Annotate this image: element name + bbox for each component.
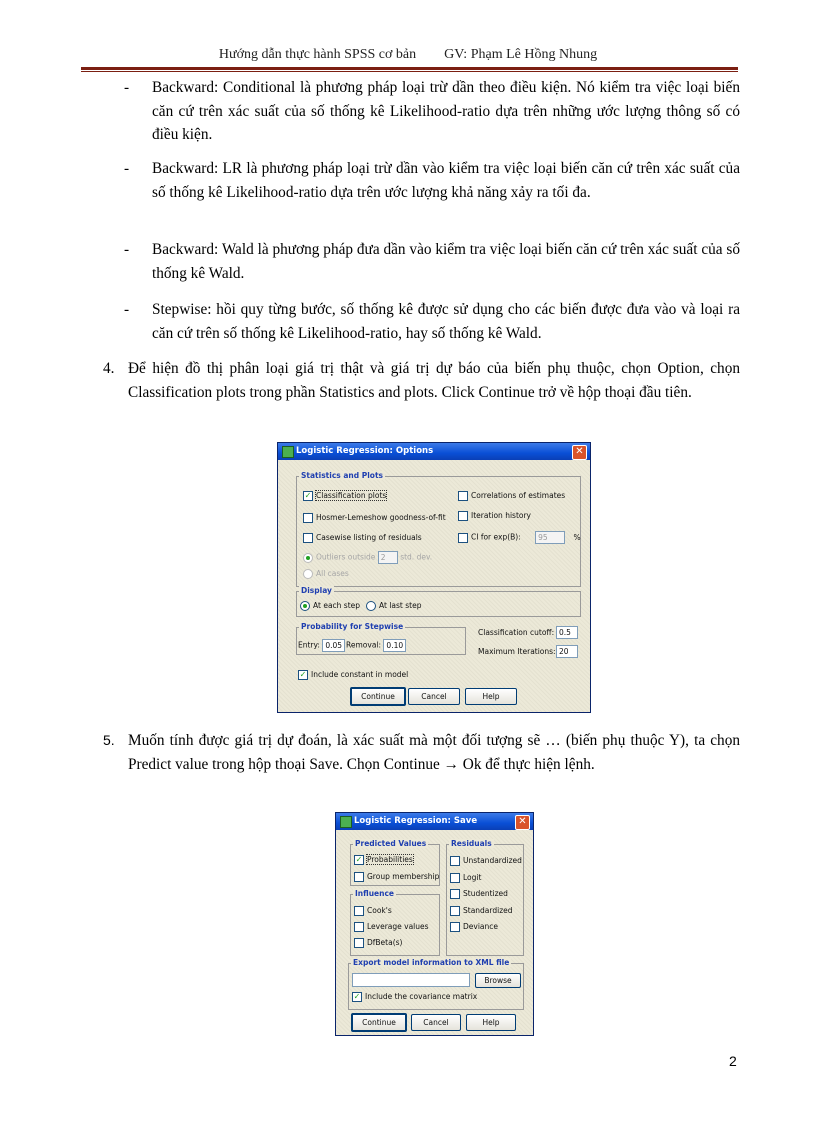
- cutoff-input[interactable]: 0.5: [556, 626, 578, 639]
- iteration-history-checkbox[interactable]: Iteration history: [458, 511, 531, 521]
- step-5-paragraph: 5. Muốn tính được giá trị dự đoán, là xác suất mà một đối tượng sẽ … (biến phụ thuộc Y), ta chọn Predict value trong hộp thoại Save. Chọn Continue → Ok để thực hiện lệnh.: [103, 732, 740, 773]
- xml-file-input[interactable]: [352, 973, 470, 987]
- cutoff-label: Classification cutoff:: [478, 628, 555, 637]
- deviance-checkbox[interactable]: Deviance: [450, 922, 498, 932]
- bullet-backward-conditional: - Backward: Conditional là phương pháp loại trừ dần theo điều kiện. Nó kiểm tra việc loại biến căn cứ trên xác suất của số thống kê Likelihood-ratio dựa trên những ước lượng thông số có điều kiện.: [124, 79, 740, 143]
- help-button[interactable]: Help: [466, 1014, 516, 1031]
- max-iterations-label: Maximum Iterations:: [478, 647, 556, 656]
- group-residuals: Residuals: [446, 844, 524, 956]
- options-titlebar: [278, 443, 590, 460]
- ci-exp-b-checkbox[interactable]: CI for exp(B): 95 %: [458, 531, 581, 544]
- group-statistics-plots: Statistics and Plots: [296, 476, 581, 587]
- unstandardized-checkbox[interactable]: Unstandardized: [450, 856, 522, 866]
- options-title: Logistic Regression: Options: [296, 446, 434, 456]
- dfbeta-checkbox[interactable]: DfBeta(s): [354, 938, 402, 948]
- correlations-checkbox[interactable]: Correlations of estimates: [458, 491, 565, 501]
- entry-input[interactable]: 0.05: [322, 639, 345, 652]
- group-membership-checkbox[interactable]: Group membership: [354, 872, 439, 882]
- studentized-checkbox[interactable]: Studentized: [450, 889, 508, 899]
- page-header: [0, 47, 816, 63]
- outliers-input[interactable]: 2: [378, 551, 398, 564]
- all-cases-radio[interactable]: All cases: [303, 569, 349, 579]
- group-predicted-values: Predicted Values: [350, 844, 440, 886]
- group-display: Display: [296, 591, 581, 617]
- casewise-checkbox[interactable]: Casewise listing of residuals: [303, 533, 422, 543]
- bullet-backward-wald: - Backward: Wald là phương pháp đưa dần vào kiểm tra việc loại biến căn cứ trên xác suất của số thống kê Wald.: [124, 241, 740, 282]
- bullet-backward-lr: - Backward: LR là phương pháp loại trừ dần vào kiểm tra việc loại biến căn cứ trên xác suất của số thống kê Likelihood-ratio dựa trên ước lượng khả năng xảy ra tối đa.: [124, 160, 740, 201]
- include-covariance-checkbox[interactable]: ✓ Include the covariance matrix: [353, 992, 478, 1001]
- max-iterations-input[interactable]: 20: [556, 645, 578, 658]
- group-export-xml: Export model information to XML file: [348, 963, 524, 1010]
- include-constant-checkbox[interactable]: ✓ Include constant in model: [299, 670, 409, 679]
- step-4-paragraph: 4. Để hiện đồ thị phân loại giá trị thật và giá trị dự báo của biến phụ thuộc, chọn Option, chọn Classification plots trong phần Statistics and plots. Click Continue trở về hộp thoại đầu tiên.: [103, 360, 740, 401]
- checkbox-checked-icon: ✓: [304, 491, 312, 500]
- removal-input[interactable]: 0.10: [383, 639, 406, 652]
- page-number: 2: [729, 1053, 737, 1069]
- help-button[interactable]: Help: [465, 688, 517, 705]
- probabilities-checkbox[interactable]: ✓ Probabilities: [355, 855, 413, 864]
- options-dialog: [277, 442, 591, 713]
- close-icon[interactable]: ✕: [515, 815, 530, 830]
- outliers-radio[interactable]: Outliers outside 2 std. dev.: [303, 551, 432, 564]
- cancel-button[interactable]: Cancel: [408, 688, 460, 705]
- checkbox-checked-icon: ✓: [299, 670, 307, 679]
- hosmer-checkbox[interactable]: Hosmer-Lemeshow goodness-of-fit: [303, 513, 446, 523]
- leverage-checkbox[interactable]: Leverage values: [354, 922, 429, 932]
- cooks-checkbox[interactable]: Cook's: [354, 906, 392, 916]
- save-dialog: [335, 812, 534, 1036]
- header-rule-thin: [81, 71, 738, 72]
- ci-input[interactable]: 95: [535, 531, 565, 544]
- standardized-checkbox[interactable]: Standardized: [450, 906, 513, 916]
- entry-field: Entry: 0.05: [298, 639, 345, 652]
- continue-button[interactable]: Continue: [351, 1013, 407, 1032]
- close-icon[interactable]: ✕: [572, 445, 587, 460]
- app-icon: [282, 446, 294, 458]
- removal-field: Removal: 0.10: [346, 639, 406, 652]
- save-title: Logistic Regression: Save: [354, 816, 478, 826]
- browse-button[interactable]: Browse: [475, 973, 521, 988]
- checkbox-checked-icon: ✓: [355, 855, 363, 864]
- group-probability-stepwise: Probability for Stepwise: [296, 627, 466, 655]
- checkbox-checked-icon: ✓: [353, 992, 361, 1001]
- save-titlebar: [336, 813, 533, 830]
- bullet-stepwise: - Stepwise: hồi quy từng bước, số thống kê được sử dụng cho các biến được đưa vào và loại ra căn cứ trên số thống kê Likelihood-ratio, hay số thống kê Wald.: [124, 301, 740, 342]
- logit-checkbox[interactable]: Logit: [450, 873, 481, 883]
- at-each-step-radio[interactable]: At each step: [300, 601, 360, 611]
- header-teacher: GV: Phạm Lê Hồng Nhung: [444, 47, 598, 62]
- app-icon: [340, 816, 352, 828]
- continue-button[interactable]: Continue: [350, 687, 406, 706]
- at-last-step-radio[interactable]: At last step: [366, 601, 421, 611]
- header-rule-thick: [81, 67, 738, 70]
- header-course-title: Hướng dẫn thực hành SPSS cơ bản: [218, 47, 417, 62]
- classification-plots-checkbox[interactable]: ✓ Classification plots: [304, 491, 387, 500]
- cancel-button[interactable]: Cancel: [411, 1014, 461, 1031]
- group-influence: Influence: [350, 894, 440, 956]
